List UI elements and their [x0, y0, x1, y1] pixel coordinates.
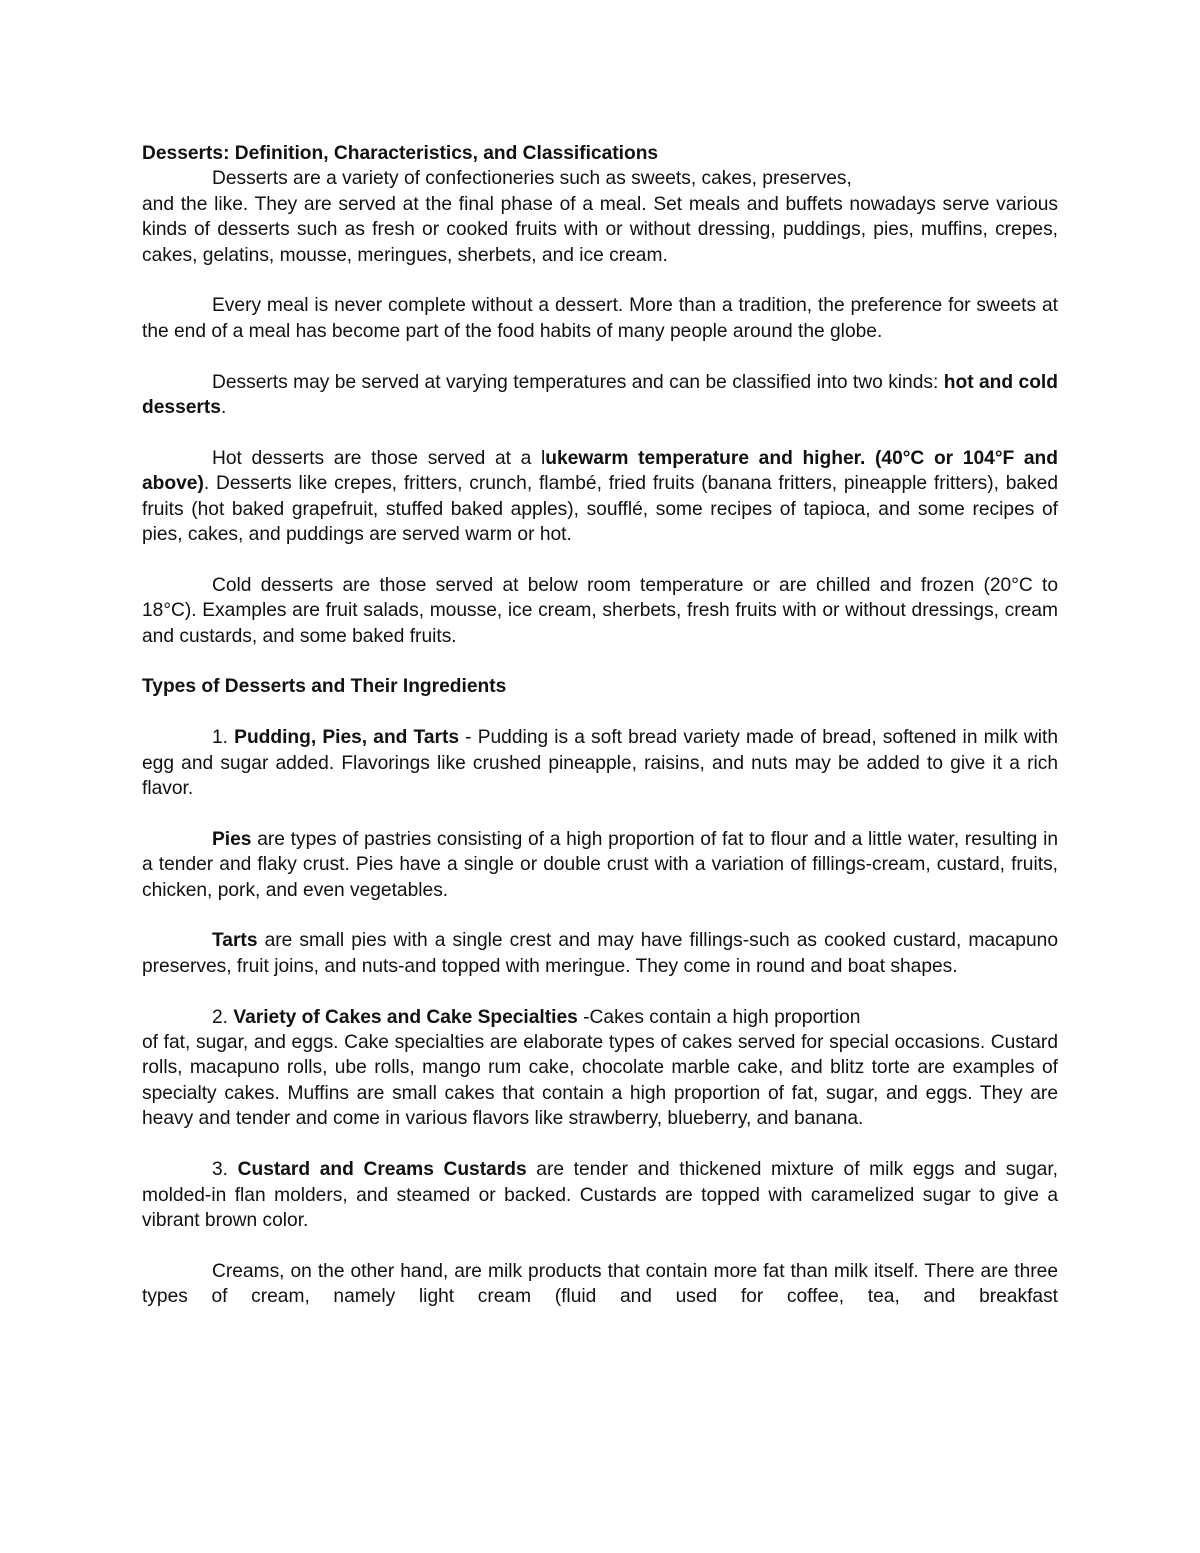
- paragraph-temperatures-text: Desserts may be served at varying temperatures and can be classified into two kinds:: [212, 371, 939, 393]
- item-2-title: Variety of Cakes and Cake Specialties: [233, 1006, 578, 1028]
- paragraph-pies: [142, 827, 1058, 903]
- item-3-custard: [142, 1157, 1058, 1233]
- section-title-types: Types of Desserts and Their Ingredients: [142, 676, 507, 698]
- pies-title: Pies: [212, 828, 252, 850]
- item-2-paragraph: of fat, sugar, and eggs. Cake specialties are elaborate types of cakes served for special occasions. Custard rolls, macapuno rolls, ube rolls, mango rum cake, chocolate marble cake, and blitz torte are examples of specialty cakes. Muffins are small cakes that contain a high proportion of fat, sugar, and eggs. They are heavy and tender and come in various flavors like strawberry, blueberry, and banana.: [142, 1032, 1058, 1130]
- creams-text: Creams, on the other hand, are milk products that contain more fat than milk itself. There are three types of cream, namely light cream (fluid and used for coffee, tea, and breakfast: [142, 1260, 1058, 1308]
- hot-desserts-rest: . Desserts like crepes, fritters, crunch, flambé, fried fruits (banana fritters, pineapple fritters), baked fruits (hot baked grapefruit, stuffed baked apples), soufflé, some recipes of tapioca, and some recipes of pies, cakes, and puddings are served warm or hot.: [142, 473, 1058, 546]
- paragraph-creams: [142, 1259, 1058, 1310]
- paragraph-cold-desserts: [142, 573, 1058, 649]
- tarts-title: Tarts: [212, 930, 258, 952]
- hot-desserts-start: Hot desserts are those served at a l: [212, 447, 546, 469]
- cold-desserts-text: Cold desserts are those served at below room temperature or are chilled and frozen (20°C to 18°C). Examples are fruit salads, mousse, ice cream, sherbets, fresh fruits with or without dressings, cream and custards, and some baked fruits.: [142, 574, 1058, 647]
- item-1-title: Pudding, Pies, and Tarts: [234, 727, 460, 749]
- item-2-first-line: [142, 1005, 1058, 1030]
- tarts-text: are small pies with a single crest and may have fillings-such as cooked custard, macapuno preserves, fruit joins, and nuts-and topped with meringue. They come in round and boat shapes.: [142, 930, 1058, 977]
- hot-cold-bold: hot and cold desserts: [142, 371, 1058, 419]
- intro-paragraph: and the like. They are served at the final phase of a meal. Set meals and buffets nowadays serve various kinds of desserts such as fresh or cooked fruits with or without dressing, puddings, pies, muffins, crepes, cakes, gelatins, mousse, meringues, sherbets, and ice cream.: [142, 193, 1058, 266]
- item-3-text: are tender and thickened mixture of milk eggs and sugar, molded-in flan molders, and steamed or backed. Custards are topped with caramelized sugar to give a vibrant brown color.: [142, 1159, 1058, 1231]
- paragraph-hot-desserts: [142, 446, 1058, 548]
- item-1-number: 1.: [212, 727, 235, 749]
- paragraph-temperatures-end: .: [220, 397, 227, 419]
- intro-first-line-text: Desserts are a variety of confectioneries such as sweets, cakes, preserves,: [212, 168, 852, 190]
- item-3-title: Custard and Creams Custards: [237, 1159, 527, 1181]
- intro-first-line: [142, 166, 1058, 191]
- pies-text: are types of pastries consisting of a high proportion of fat to flour and a little water, resulting in a tender and flaky crust. Pies have a single or double crust with a variation of fillings-cream, custard, fruits, chicken, pork, and even vegetables.: [142, 828, 1058, 901]
- paragraph-temperatures: [142, 370, 1058, 421]
- section-title-desserts: Desserts: Definition, Characteristics, and Classifications: [142, 143, 659, 164]
- paragraph-every-meal-text: Every meal is never complete without a dessert. More than a tradition, the preference for sweets at the end of a meal has become part of the food habits of many people around the globe.: [142, 295, 1058, 342]
- hot-desserts-bold: ukewarm temperature and higher. (40°C or 104°F and above): [142, 447, 1058, 495]
- document-page: [142, 141, 1058, 1310]
- item-1-text: - Pudding is a soft bread variety made of bread, softened in milk with egg and sugar added. Flavorings like crushed pineapple, raisins, and nuts may be added to give it a rich flavor.: [142, 727, 1058, 800]
- item-3-number: 3.: [212, 1159, 238, 1181]
- item-1-pudding: [142, 725, 1058, 801]
- paragraph-tarts: [142, 928, 1058, 979]
- item-2-number: 2.: [212, 1006, 234, 1028]
- paragraph-every-meal: [142, 293, 1058, 344]
- item-2-first-text: -Cakes contain a high proportion: [577, 1006, 861, 1028]
